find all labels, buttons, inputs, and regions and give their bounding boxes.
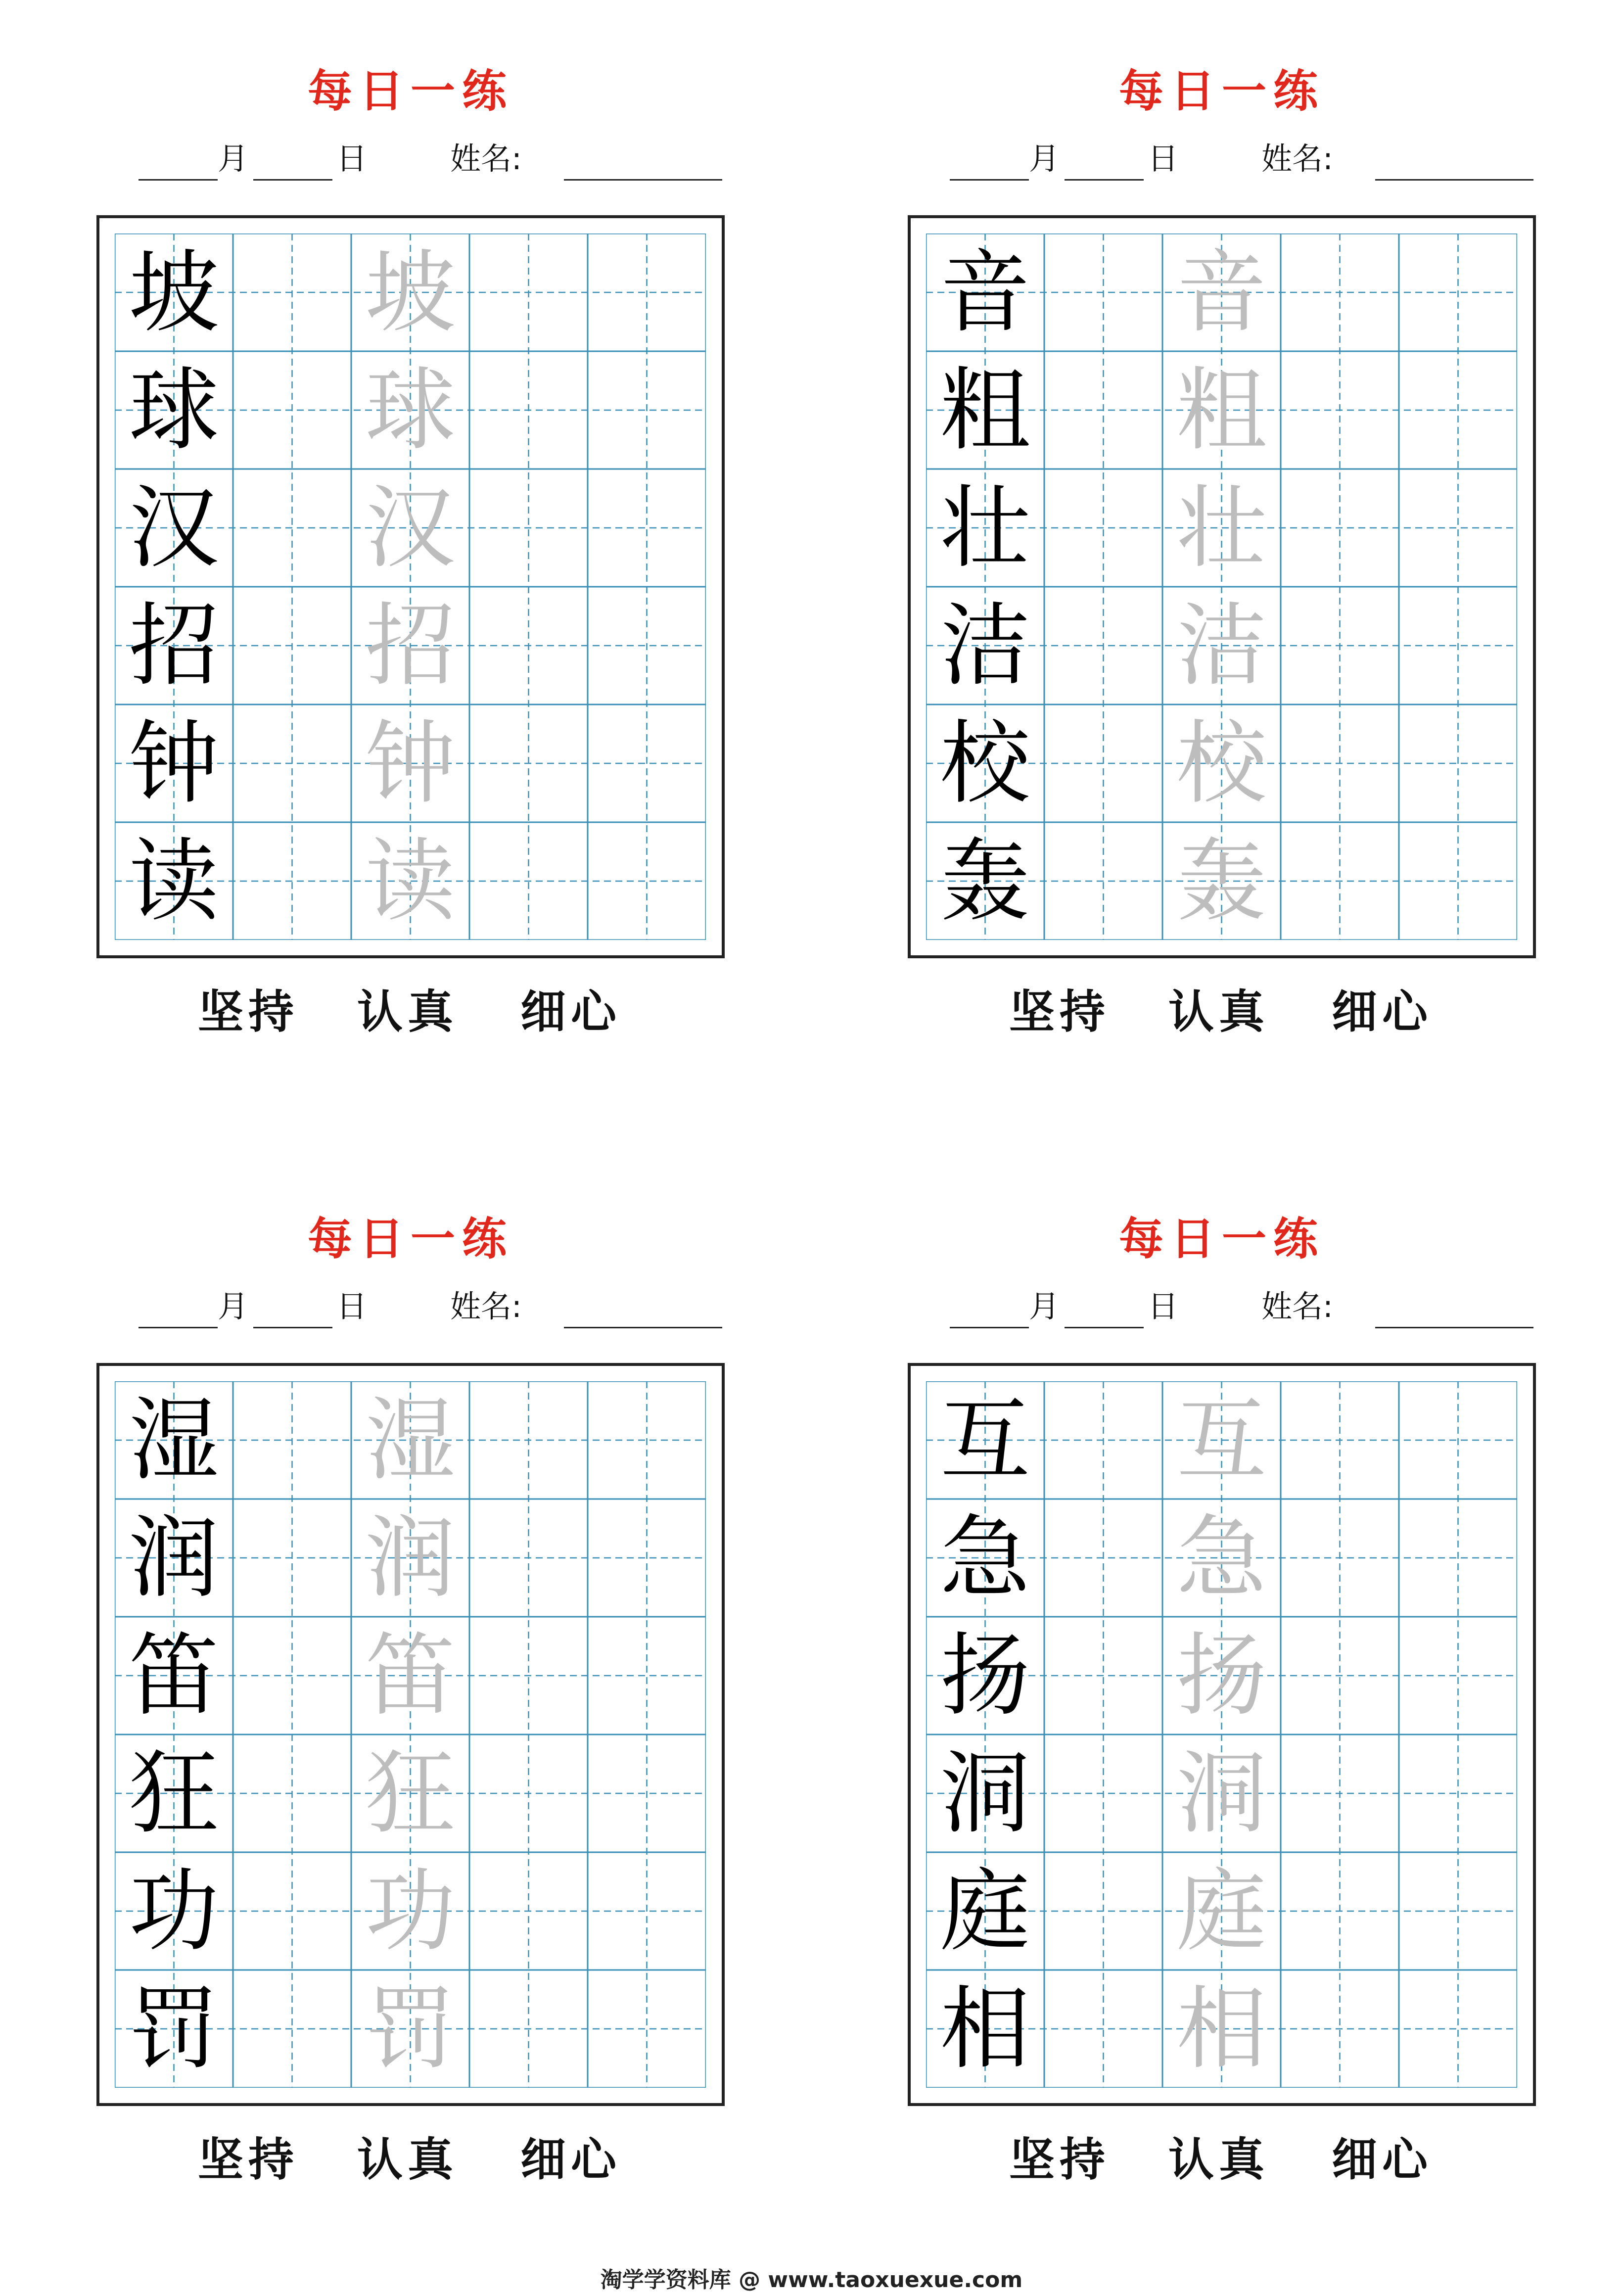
model-character: 音: [940, 240, 1030, 345]
model-character: 洁: [940, 593, 1030, 698]
day-blank[interactable]: [1065, 1327, 1144, 1328]
model-character: 校: [940, 711, 1030, 816]
writing-frame: [96, 1363, 725, 2106]
motto: [908, 2133, 1536, 2187]
model-character: 笛: [129, 1623, 219, 1728]
tracing-character: 润: [365, 1505, 456, 1610]
model-character: 招: [129, 593, 219, 698]
tracing-character: 校: [1176, 711, 1267, 816]
motto-word: 坚持: [1009, 2133, 1111, 2186]
tracing-character: 钟: [365, 711, 456, 816]
model-character: 读: [129, 829, 219, 934]
name-blank[interactable]: [564, 1327, 722, 1328]
motto-word: 认真: [1168, 985, 1270, 1038]
month-label: 月: [1029, 1288, 1060, 1324]
day-label: 日: [336, 141, 368, 177]
model-character: 汉: [129, 475, 219, 580]
tracing-character: 轰: [1176, 829, 1267, 934]
tracing-character: 汉: [365, 475, 456, 580]
tracing-character: 功: [365, 1859, 456, 1964]
tracing-character: 粗: [1176, 358, 1267, 463]
tracing-character: 狂: [365, 1741, 456, 1846]
writing-frame: [908, 215, 1536, 958]
day-label: 日: [1148, 141, 1179, 177]
writing-frame: [96, 215, 725, 958]
name-blank[interactable]: [564, 179, 722, 181]
tianzige-grid[interactable]: [926, 1381, 1517, 2088]
month-blank[interactable]: [139, 1327, 218, 1328]
name-blank[interactable]: [1375, 1327, 1533, 1328]
model-character: 相: [940, 1976, 1030, 2081]
tracing-character: 扬: [1176, 1623, 1267, 1728]
tracing-character: 湿: [365, 1388, 456, 1493]
tracing-character: 罚: [365, 1976, 456, 2081]
motto: [96, 985, 725, 1039]
name-label: 姓名:: [450, 1288, 522, 1324]
tracing-character: 洁: [1176, 593, 1267, 698]
day-label: 日: [336, 1288, 368, 1324]
model-character: 急: [940, 1505, 1030, 1610]
tracing-character: 坡: [365, 240, 456, 345]
motto-word: 细心: [1332, 985, 1433, 1038]
model-character: 罚: [129, 1976, 219, 2081]
tracing-character: 读: [365, 829, 456, 934]
model-character: 互: [940, 1388, 1030, 1493]
model-character: 润: [129, 1505, 219, 1610]
tracing-character: 笛: [365, 1623, 456, 1728]
card-title: 每日一练: [308, 1213, 513, 1265]
month-blank[interactable]: [950, 1327, 1029, 1328]
motto-word: 细心: [520, 985, 622, 1038]
month-label: 月: [218, 1288, 249, 1324]
motto-word: 坚持: [198, 985, 299, 1038]
model-character: 功: [129, 1859, 219, 1964]
tracing-character: 壮: [1176, 475, 1267, 580]
model-character: 洞: [940, 1741, 1030, 1846]
month-label: 月: [218, 141, 249, 177]
writing-frame: [908, 1363, 1536, 2106]
name-blank[interactable]: [1375, 179, 1533, 181]
card-title: 每日一练: [308, 65, 513, 117]
motto-word: 细心: [520, 2133, 622, 2186]
date-name-line: [950, 1288, 1543, 1331]
motto-word: 认真: [1168, 2133, 1270, 2186]
tracing-character: 互: [1176, 1388, 1267, 1493]
day-blank[interactable]: [1065, 179, 1144, 181]
tianzige-grid[interactable]: [926, 234, 1517, 940]
model-character: 钟: [129, 711, 219, 816]
motto-word: 认真: [357, 985, 459, 1038]
tracing-character: 招: [365, 593, 456, 698]
tracing-character: 急: [1176, 1505, 1267, 1610]
model-character: 扬: [940, 1623, 1030, 1728]
card-title: 每日一练: [1119, 65, 1325, 117]
day-label: 日: [1148, 1288, 1179, 1324]
name-label: 姓名:: [1261, 141, 1333, 177]
name-label: 姓名:: [1261, 1288, 1333, 1324]
motto-word: 细心: [1332, 2133, 1433, 2186]
model-character: 球: [129, 358, 219, 463]
tracing-character: 音: [1176, 240, 1267, 345]
date-name-line: [950, 143, 1543, 183]
tracing-character: 球: [365, 358, 456, 463]
tracing-character: 洞: [1176, 1741, 1267, 1846]
tianzige-grid[interactable]: [115, 234, 706, 940]
motto: [96, 2133, 725, 2187]
model-character: 粗: [940, 358, 1030, 463]
model-character: 坡: [129, 240, 219, 345]
date-name-line: [139, 143, 732, 183]
motto-word: 认真: [357, 2133, 459, 2186]
motto-word: 坚持: [1009, 985, 1111, 1038]
month-blank[interactable]: [950, 179, 1029, 181]
model-character: 庭: [940, 1859, 1030, 1964]
tracing-character: 庭: [1176, 1859, 1267, 1964]
month-label: 月: [1029, 141, 1060, 177]
day-blank[interactable]: [253, 179, 332, 181]
footer-watermark: 淘学学资料库 @ www.taoxuexue.com: [600, 2267, 1023, 2293]
tracing-character: 相: [1176, 1976, 1267, 2081]
day-blank[interactable]: [253, 1327, 332, 1328]
date-name-line: [139, 1288, 732, 1331]
motto-word: 坚持: [198, 2133, 299, 2186]
model-character: 轰: [940, 829, 1030, 934]
card-title: 每日一练: [1119, 1213, 1325, 1265]
month-blank[interactable]: [139, 179, 218, 181]
model-character: 狂: [129, 1741, 219, 1846]
name-label: 姓名:: [450, 141, 522, 177]
model-character: 湿: [129, 1388, 219, 1493]
motto: [908, 985, 1536, 1039]
tianzige-grid[interactable]: [115, 1381, 706, 2088]
model-character: 壮: [940, 475, 1030, 580]
